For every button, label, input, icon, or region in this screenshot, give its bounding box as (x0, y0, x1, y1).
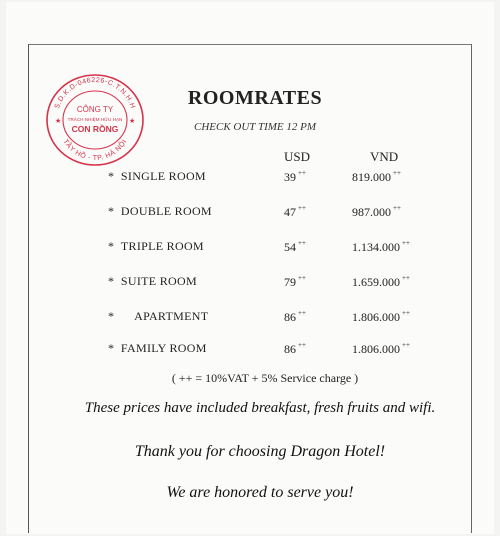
vnd-price: 1.806.000 ++ (352, 309, 410, 324)
rate-row-single (0, 169, 500, 189)
svg-text:TÂY HỒ - TP. HÀ NỘI: TÂY HỒ - TP. HÀ NỘI (61, 138, 129, 163)
room-name: * SINGLE ROOM (108, 169, 206, 183)
vnd-price: 987.000 ++ (352, 204, 401, 219)
page-title: ROOMRATES (187, 87, 323, 109)
rate-row-apartment (0, 309, 500, 329)
usd-price: 86 ++ (284, 309, 306, 324)
room-name: * DOUBLE ROOM (108, 204, 212, 218)
usd-header: USD (284, 149, 311, 164)
vnd-header: VND (370, 149, 399, 164)
svg-text:CÔNG TY: CÔNG TY (76, 105, 114, 114)
usd-price: 47 ++ (284, 204, 306, 219)
room-name: * TRIPLE ROOM (108, 239, 204, 253)
usd-price: 86 ++ (284, 341, 306, 356)
inclusions-note: These prices have included breakfast, fresh fruits and wifi. (84, 400, 436, 416)
svg-text:TRÁCH NHIỆM HỮU HẠN: TRÁCH NHIỆM HỮU HẠN (67, 117, 123, 122)
company-seal (44, 72, 146, 168)
rate-row-family (0, 341, 500, 361)
usd-price: 54 ++ (284, 239, 306, 254)
vnd-price: 1.806.000 ++ (352, 341, 410, 356)
svg-text:S.D.K.D-046226-C.T.N.H.H: S.D.K.D-046226-C.T.N.H.H (53, 76, 137, 110)
svg-text:CON RỒNG: CON RỒNG (71, 124, 119, 134)
room-name: * SUITE ROOM (108, 274, 197, 288)
vnd-price: 819.000 ++ (352, 169, 401, 184)
rate-row-suite (0, 274, 500, 294)
svg-text:★: ★ (129, 118, 136, 125)
tax-note: ( ++ = 10%VAT + 5% Service charge ) (171, 371, 359, 385)
checkout-time: CHECK OUT TIME 12 PM (193, 121, 317, 133)
room-name: * FAMILY ROOM (108, 341, 207, 355)
rate-row-triple (0, 239, 500, 259)
svg-text:★: ★ (55, 118, 62, 125)
honored-note: We are honored to serve you! (166, 484, 354, 501)
rate-row-double (0, 204, 500, 224)
thank-you-note: Thank you for choosing Dragon Hotel! (134, 443, 386, 460)
usd-price: 79 ++ (284, 274, 306, 289)
vnd-price: 1.134.000 ++ (352, 239, 410, 254)
vnd-price: 1.659.000 ++ (352, 274, 410, 289)
usd-price: 39 ++ (284, 169, 306, 184)
room-name: * APARTMENT (108, 309, 209, 323)
